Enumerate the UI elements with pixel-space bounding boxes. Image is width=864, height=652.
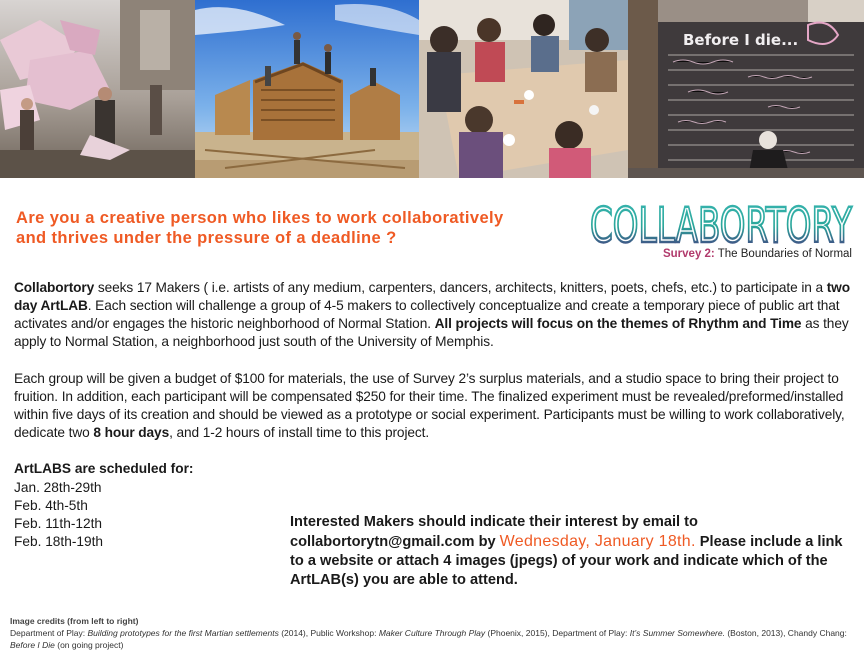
details-paragraph xyxy=(14,370,854,442)
image-credits xyxy=(10,627,860,651)
intro-text-3: as they apply to Normal Station, a neighborhood just south of the University of Memphis. xyxy=(14,316,849,349)
interest-call xyxy=(290,513,850,590)
headline-line-1: Are you a creative person who likes to work collaboratively xyxy=(16,209,504,227)
credit-title: Before I Die xyxy=(10,640,55,650)
interest-text-2: Please include a link to a website or attach 4 images (jpegs) of your work and indicate which of the ArtLAB(s) you are able to attend. xyxy=(290,534,843,588)
headline-question xyxy=(16,208,576,248)
credit-title: It’s Summer Somewhere. xyxy=(629,628,725,638)
credit-text: (2014), Public Workshop: xyxy=(278,628,379,638)
intro-text-1: seeks 17 Makers ( i.e. artists of any medium, carpenters, dancers, architects, knitters, poets, chefs, etc.) to participate in a xyxy=(94,280,827,295)
schedule-list xyxy=(14,479,103,551)
credit-title: Maker Culture Through Play xyxy=(378,628,486,638)
schedule-date: Feb. 18th-19th xyxy=(14,534,104,549)
logo-wordmark: COLLABORTORY xyxy=(590,198,853,252)
logo-subtitle xyxy=(630,248,852,260)
details-text-2: , and 1-2 hours of install time to this project. xyxy=(169,425,430,440)
survey-label: Survey 2: xyxy=(662,248,715,260)
details-text-1: Each group will be given a budget of $100 for materials, the use of Survey 2’s surplus materials, and a studio space to bring their project to fruition. In addition, each participant will be compensated $250 for their time. The finalized experiment must be revealed/preformed/installed within five days of its creation and should be viewed as a prototype or social experiment. Participants must be willing to work collaboratively, dedicate two xyxy=(14,371,845,440)
details-hours: 8 hour days xyxy=(93,425,170,440)
interest-text-1: Interested Makers should indicate their interest by email to collabortorytn@gmail.com by xyxy=(290,514,698,550)
headline-line-2: and thrives under the pressure of a deadline ? xyxy=(16,229,397,247)
intro-text-2: . Each section will challenge a group of 4-5 makers to collectively conceptualize and create a temporary piece of public art that activates and/or engages the historic neighborhood of Normal Station. xyxy=(14,298,840,331)
intro-artlab: two day ArtLAB xyxy=(14,280,850,313)
survey-title: The Boundaries of Normal xyxy=(714,248,852,260)
collabortory-logo xyxy=(588,196,854,252)
before-i-die-sign: Before I die... xyxy=(683,31,799,49)
schedule-date: Feb. 4th-5th xyxy=(14,498,88,513)
schedule-date: Feb. 11th-12th xyxy=(14,516,103,531)
before-i-die-photo xyxy=(628,0,864,178)
schedule-heading: ArtLABS are scheduled for: xyxy=(14,461,194,476)
photo-strip xyxy=(0,0,864,178)
credit-text: (Phoenix, 2015), Department of Play: xyxy=(485,628,630,638)
schedule-date: Jan. 28th-29th xyxy=(14,480,102,495)
maker-culture-photo xyxy=(195,0,419,178)
martian-settlements-photo xyxy=(0,0,195,178)
credit-text: (on going project) xyxy=(54,640,124,650)
credits-heading: Image credits (from left to right) xyxy=(10,616,139,626)
credit-text: Department of Play: xyxy=(10,628,88,638)
credit-text: (Boston, 2013), Chandy Chang: xyxy=(724,628,847,638)
intro-themes: All projects will focus on the themes of Rhythm and Time xyxy=(434,316,802,331)
intro-paragraph xyxy=(14,279,854,351)
summer-somewhere-photo xyxy=(419,0,628,178)
deadline-date: Wednesday, January 18th. xyxy=(499,533,696,550)
intro-brand: Collabortory xyxy=(14,280,95,295)
credit-title: Building prototypes for the first Martian settlements xyxy=(87,628,279,638)
